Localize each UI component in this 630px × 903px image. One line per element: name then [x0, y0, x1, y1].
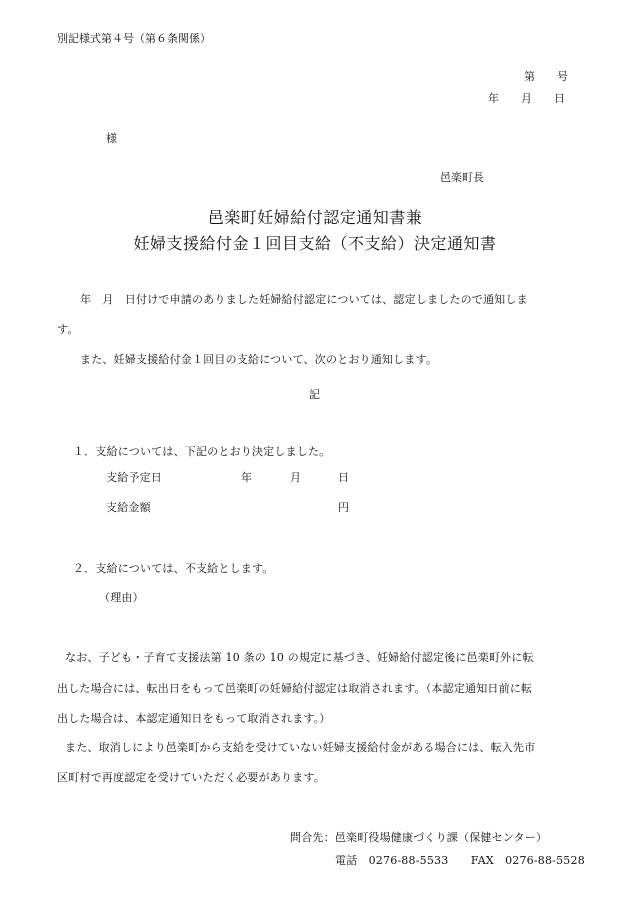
- document-number-label: 第 号: [524, 70, 568, 83]
- reason-label: （理由）: [99, 591, 144, 604]
- notes-line-5: 区町村で再度認定を受けていただく必要があります。: [57, 771, 325, 784]
- phone-fax: 電話 0276-88-5533 FAX 0276-88-5528: [335, 854, 585, 867]
- notes-line-1: なお、子ども・子育て支援法第 10 条の 10 の規定に基づき、妊婦給付認定後に邑楽町外に転: [65, 651, 534, 664]
- section-2-heading: ２．支給については、不支給とします。: [73, 562, 274, 575]
- title-line-1: 邑楽町妊婦給付認定通知書兼: [207, 208, 423, 227]
- section-1-heading: １．支給については、下記のとおり決定しました。: [73, 445, 331, 458]
- scheduled-date-label: 支給予定日: [106, 471, 162, 484]
- scheduled-date-year: 年: [241, 471, 253, 484]
- intro-paragraph-2: また、妊婦支援給付金１回目の支給について、次のとおり通知します。: [80, 353, 438, 366]
- inquiry-contact: 問合先：邑楽町役場健康づくり課（保健センター）: [290, 831, 548, 844]
- notes-line-4: また、取消しにより邑楽町から支給を受けていない妊婦支援給付金がある場合には、転入先市: [65, 741, 536, 754]
- recipient-suffix: 様: [106, 132, 117, 145]
- issuer-name: 邑楽町長: [440, 171, 484, 184]
- payment-amount-unit: 円: [338, 501, 350, 514]
- scheduled-date-month: 月: [290, 471, 302, 484]
- ki-label: 記: [309, 388, 321, 401]
- scheduled-date-day: 日: [338, 471, 350, 484]
- document-date-label: 年 月 日: [488, 92, 565, 105]
- payment-amount-label: 支給金額: [106, 501, 151, 514]
- title-line-2: 妊婦支援給付金１回目支給（不支給）決定通知書: [133, 234, 497, 253]
- form-label: 別記様式第４号（第６条関係）: [57, 32, 211, 45]
- intro-paragraph-1-line-2: す。: [57, 323, 79, 336]
- notes-line-3: 出した場合は、本認定通知日をもって取消されます。）: [57, 712, 331, 725]
- notes-line-2: 出した場合には、転出日をもって邑楽町の妊婦給付認定は取消されます。（本認定通知日前に転: [57, 682, 533, 695]
- intro-paragraph-1-line-1: 年 月 日付けで申請のありました妊婦給付認定については、認定しましたので通知しま: [80, 293, 528, 306]
